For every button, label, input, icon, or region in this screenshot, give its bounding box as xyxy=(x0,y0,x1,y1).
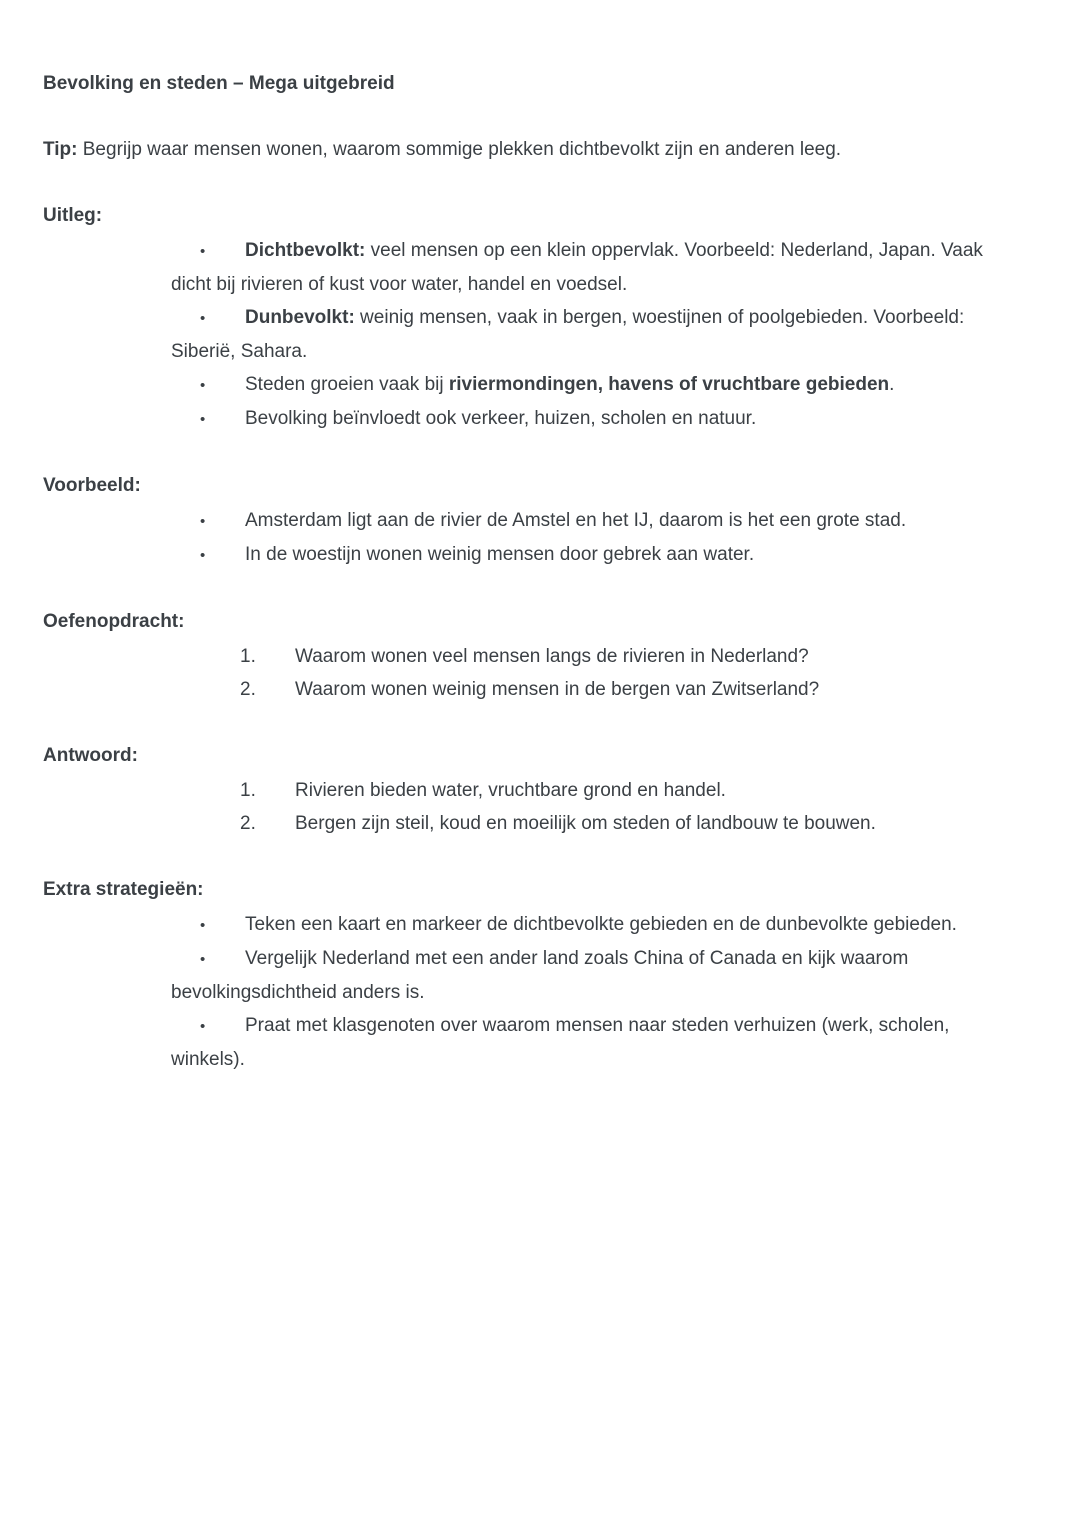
list-item xyxy=(43,368,1018,402)
section-heading-voorbeeld: Voorbeeld: xyxy=(43,475,141,496)
section-heading-uitleg: Uitleg: xyxy=(43,205,103,226)
antwoord-list xyxy=(43,774,1018,840)
oefenopdracht-list xyxy=(43,640,1018,706)
list-item-text: Teken een kaart en markeer de dichtbevolkte gebieden en de dunbevolkte gebieden. xyxy=(245,914,957,935)
list-item-text: Vergelijk Nederland met een ander land zoals China of Canada en kijk waarom bevolkingsdichtheid anders is. xyxy=(171,948,909,1003)
list-item xyxy=(43,504,1018,538)
bullet-icon: • xyxy=(200,547,206,564)
list-item xyxy=(43,908,1018,942)
list-item-text: Waarom wonen weinig mensen in de bergen van Zwitserland? xyxy=(295,679,820,700)
bullet-icon: • xyxy=(200,377,206,394)
list-item-text: Waarom wonen veel mensen langs de rivieren in Nederland? xyxy=(295,646,809,667)
list-item-text: Steden groeien vaak bij xyxy=(245,374,449,395)
list-item-text: Rivieren bieden water, vruchtbare grond en handel. xyxy=(295,780,726,801)
list-item xyxy=(43,1009,1018,1076)
bullet-icon: • xyxy=(200,310,206,327)
list-item-text: In de woestijn wonen weinig mensen door gebrek aan water. xyxy=(245,544,755,565)
bullet-icon: • xyxy=(200,513,206,530)
section-heading-extra-strategieen: Extra strategieën: xyxy=(43,879,204,900)
number-label: 1. xyxy=(240,780,256,801)
list-item-term: Dichtbevolkt: xyxy=(245,240,366,261)
list-item-text: Bergen zijn steil, koud en moeilijk om steden of landbouw te bouwen. xyxy=(295,813,876,834)
list-item-text: Praat met klasgenoten over waarom mensen naar steden verhuizen (werk, scholen, winkels). xyxy=(171,1015,950,1070)
list-item-text: . xyxy=(889,374,895,395)
list-item xyxy=(43,301,1018,368)
list-item xyxy=(43,640,1018,673)
bullet-icon: • xyxy=(200,951,206,968)
section-heading-oefenopdracht: Oefenopdracht: xyxy=(43,611,185,632)
list-item-text: Amsterdam ligt aan de rivier de Amstel en het IJ, daarom is het een grote stad. xyxy=(245,510,907,531)
list-item xyxy=(43,402,1018,436)
number-label: 2. xyxy=(240,813,256,834)
tip-label: Tip: xyxy=(43,139,78,160)
list-item xyxy=(43,234,1018,301)
voorbeeld-list xyxy=(43,504,1018,572)
bullet-icon: • xyxy=(200,411,206,428)
list-item xyxy=(43,942,1018,1009)
section-heading-antwoord: Antwoord: xyxy=(43,745,138,766)
bullet-icon: • xyxy=(200,243,206,260)
tip-text: Begrijp waar mensen wonen, waarom sommige plekken dichtbevolkt zijn en anderen leeg. xyxy=(77,139,842,160)
bullet-icon: • xyxy=(200,1018,206,1035)
list-item-text: Bevolking beïnvloedt ook verkeer, huizen, scholen en natuur. xyxy=(245,408,757,429)
number-label: 2. xyxy=(240,679,256,700)
number-label: 1. xyxy=(240,646,256,667)
list-item xyxy=(43,673,1018,706)
tip-paragraph xyxy=(43,133,1018,166)
extra-strategieen-list xyxy=(43,908,1018,1076)
list-item xyxy=(43,774,1018,807)
list-item xyxy=(43,807,1018,840)
list-item-emphasis: riviermondingen, havens of vruchtbare gebieden xyxy=(448,374,890,395)
bullet-icon: • xyxy=(200,917,206,934)
list-item xyxy=(43,538,1018,572)
document-title: Bevolking en steden – Mega uitgebreid xyxy=(43,73,395,94)
list-item-term: Dunbevolkt: xyxy=(245,307,355,328)
list-item-text: veel mensen op een klein oppervlak. Voorbeeld: Nederland, Japan. Vaak dicht bij rivieren of kust voor water, handel en voedsel. xyxy=(171,240,983,295)
list-item-text: weinig mensen, vaak in bergen, woestijnen of poolgebieden. Voorbeeld: Siberië, Sahara. xyxy=(171,307,965,362)
uitleg-list xyxy=(43,234,1018,436)
